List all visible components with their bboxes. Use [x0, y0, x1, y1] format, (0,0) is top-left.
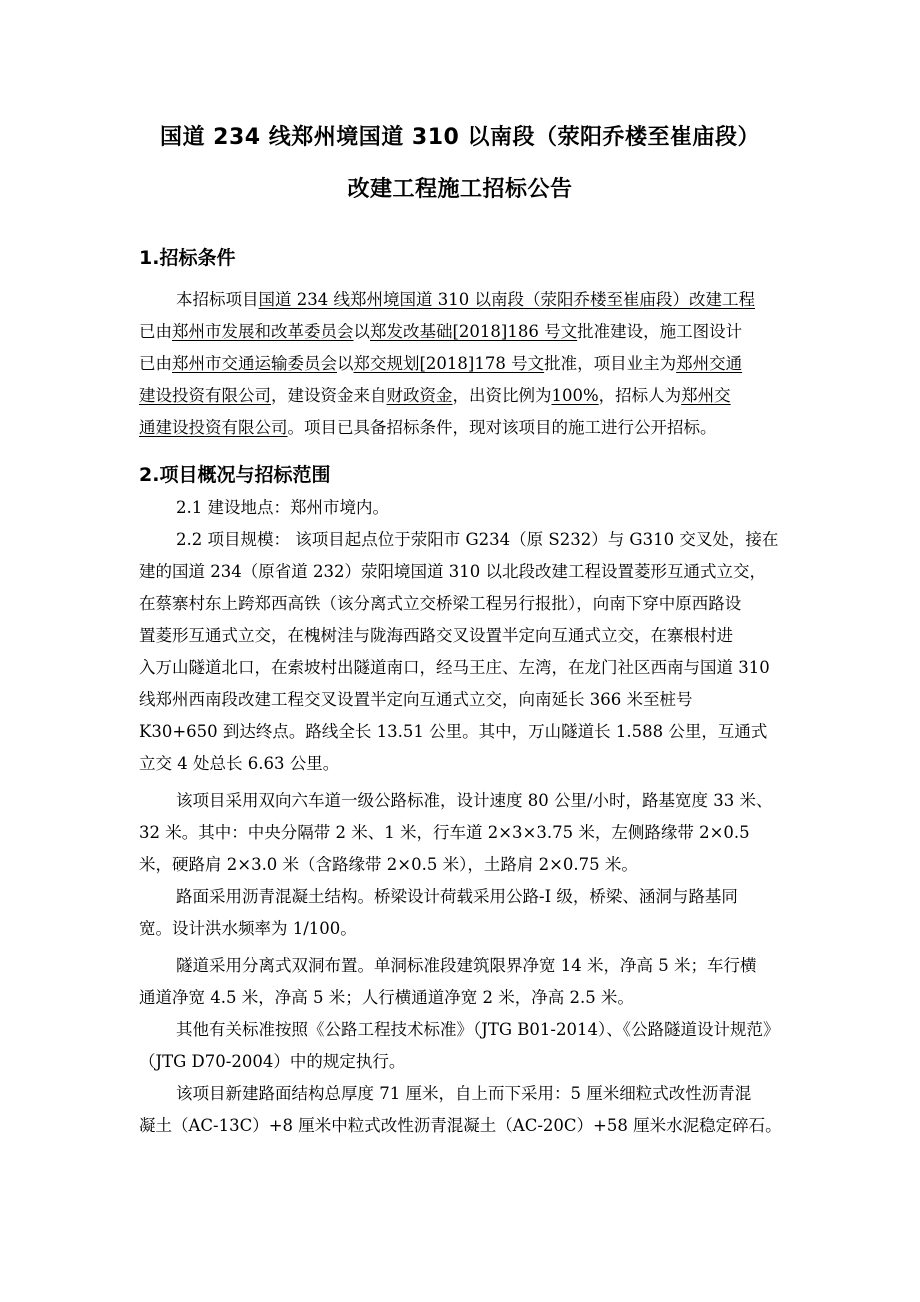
s1-line-3 [139, 353, 742, 375]
s1-text: 以 [353, 322, 370, 341]
s2-line: 线郑州西南段改建工程交叉设置半定向互通式立交，向南延长 366 米至桩号 [139, 690, 693, 709]
s2-line: 建的国道 234（原省道 232）荥阳境国道 310 以北段改建工程设置菱形互通式立交， [139, 562, 766, 581]
section-2-heading: 2.项目概况与招标范围 [139, 464, 331, 486]
s2-line: 2.2 项目规模： 该项目起点位于荥阳市 G234（原 S232）与 G310 交叉处，接在 [176, 530, 779, 549]
s2-line: 通道净宽 4.5 米，净高 5 米；人行横通道净宽 2 米，净高 2.5 米。 [139, 988, 634, 1007]
s2-line: 米，硬路肩 2×3.0 米（含路缘带 2×0.5 米），土路肩 2×0.75 米。 [139, 855, 638, 874]
s2-line: 隧道采用分离式双洞布置。单洞标准段建筑限界净宽 14 米，净高 5 米；车行横 [176, 956, 757, 975]
s1-text: 本招标项目 [176, 290, 259, 309]
owner-part-b: 建设投资有限公司 [139, 386, 271, 405]
tenderer-part-b: 通建设投资有限公司 [139, 418, 288, 437]
project-name: 国道 234 线郑州境国道 310 以南段（荥阳乔楼至崔庙段）改建工程 [258, 290, 755, 309]
s1-text: 批准，项目业主为 [544, 354, 677, 373]
title-line-1: 国道 234 线郑州境国道 310 以南段（荥阳乔楼至崔庙段） [160, 125, 760, 150]
s2-line: （JTG D70-2004）中的规定执行。 [139, 1052, 406, 1071]
s2-line: 立交 4 处总长 6.63 公里。 [139, 754, 340, 773]
s2-line: K30+650 到达终点。路线全长 13.51 公里。其中，万山隧道长 1.588 公里，互通式 [139, 722, 768, 741]
s1-text: 已由 [139, 354, 172, 373]
s1-text: ，招标人为 [598, 386, 682, 405]
s2-line: 置菱形互通式立交，在槐树洼与陇海西路交叉设置半定向互通式立交，在寨根村进 [139, 626, 733, 645]
owner-part-a: 郑州交通 [676, 354, 743, 373]
s2-line: 入万山隧道北口，在索坡村出隧道南口，经马王庄、左湾，在龙门社区西南与国道 310 [139, 658, 770, 677]
s2-line: 宽。设计洪水频率为 1/100。 [139, 919, 357, 938]
s1-text: 已由 [139, 322, 172, 341]
s1-text: 。项目已具备招标条件，现对该项目的施工进行公开招标。 [287, 418, 717, 437]
s2-line: 路面采用沥青混凝土结构。桥梁设计荷载采用公路-I 级，桥梁、涵洞与路基同 [176, 887, 738, 906]
s2-line: 在蔡寨村东上跨郑西高铁（该分离式立交桥梁工程另行报批），向南下穿中原西路设 [139, 594, 742, 613]
tenderer-part-a: 郑州交 [681, 386, 731, 405]
s2-line: 其他有关标准按照《公路工程技术标准》（JTG B01-2014）、《公路隧道设计规范》 [176, 1020, 780, 1039]
approver-1: 郑州市发展和改革委员会 [172, 322, 354, 341]
approver-2: 郑州市交通运输委员会 [172, 354, 337, 373]
s1-text: ，出资比例为 [452, 386, 552, 405]
s1-text: 以 [337, 354, 354, 373]
title-line-2: 改建工程施工招标公告 [347, 177, 573, 202]
s2-line: 凝土（AC-13C）+8 厘米中粒式改性沥青混凝土（AC-20C）+58 厘米水泥稳定碎石。 [139, 1116, 782, 1135]
doc-number-2: 郑交规划[2018]178 号文 [353, 354, 545, 373]
s1-line-1 [176, 289, 755, 311]
doc-number-1: 郑发改基础[2018]186 号文 [370, 322, 578, 341]
section-1-heading: 1.招标条件 [139, 247, 236, 269]
s2-line: 该项目新建路面结构总厚度 71 厘米，自上而下采用：5 厘米细粒式改性沥青混 [176, 1084, 752, 1103]
s2-line: 该项目采用双向六车道一级公路标准，设计速度 80 公里/小时，路基宽度 33 米、 [176, 791, 773, 810]
funding-ratio: 100% [551, 386, 599, 405]
s1-text: 批准建设，施工图设计 [577, 322, 743, 341]
s2-line: 32 米。其中：中央分隔带 2 米、1 米，行车道 2×3×3.75 米，左侧路缘带 2×0.5 [139, 823, 750, 842]
s1-line-4 [139, 385, 731, 407]
s1-text: ，建设资金来自 [271, 386, 387, 405]
s1-line-2 [139, 321, 742, 343]
s1-line-5 [139, 417, 717, 439]
s2-line: 2.1 建设地点：郑州市境内。 [176, 498, 389, 517]
fund-source: 财政资金 [386, 386, 453, 405]
